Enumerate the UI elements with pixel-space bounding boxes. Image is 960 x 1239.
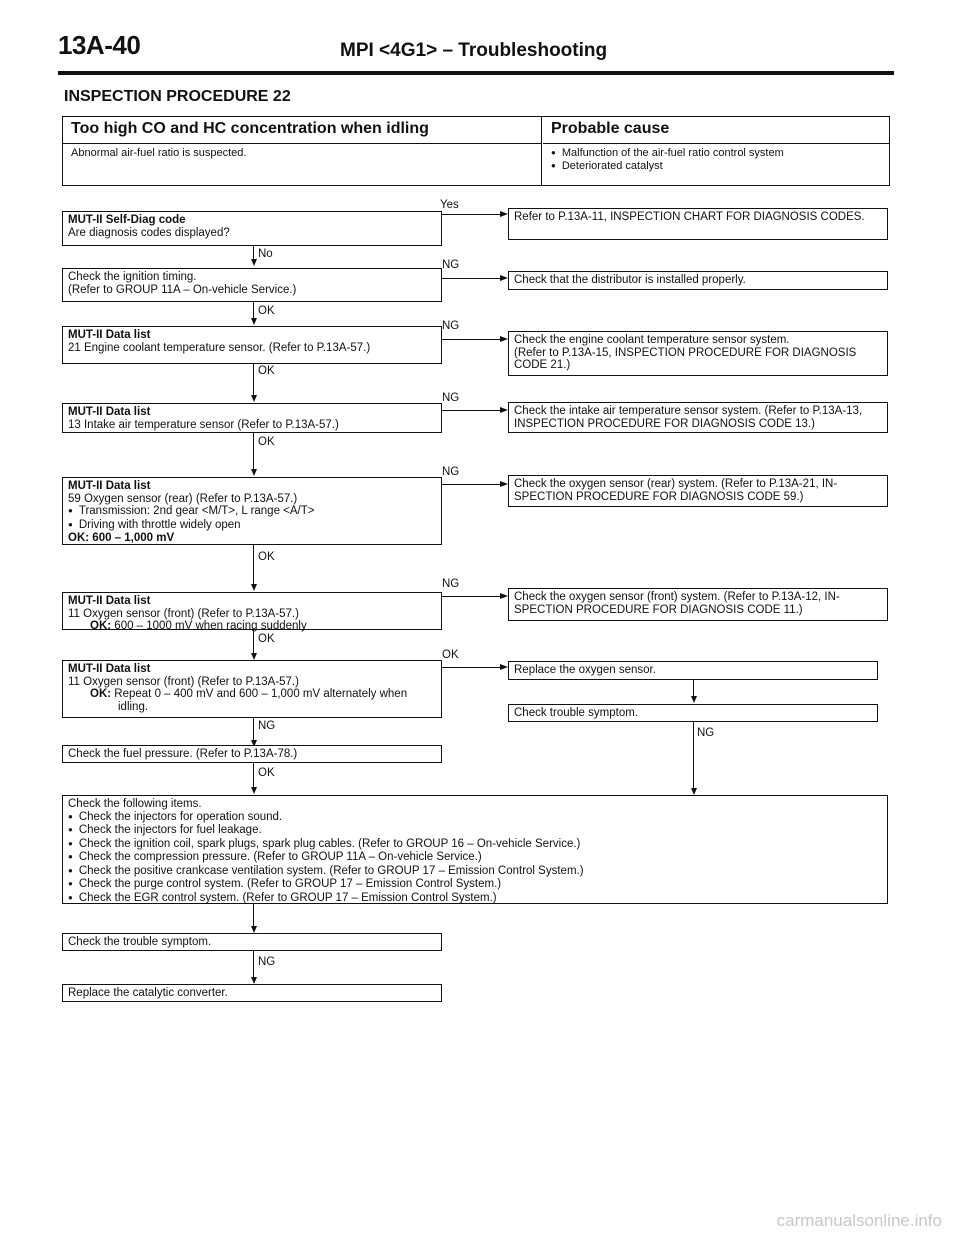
arrow-right-icon xyxy=(500,336,508,342)
next-label: OK xyxy=(258,365,275,377)
arrow-right-icon xyxy=(500,593,508,599)
symptom-heading: Too high CO and HC concentration when idling xyxy=(63,117,541,144)
step-coolant-sensor xyxy=(62,326,442,364)
condition-item: ● Driving with throttle widely open xyxy=(68,519,241,531)
ok-label: OK: xyxy=(90,688,112,700)
check-item: ● Check the ignition coil, spark plugs, spark plug cables. (Refer to GROUP 16 – On-vehicle Service.) xyxy=(68,838,882,852)
step-oxygen-sensor-front xyxy=(62,592,442,630)
page-title: MPI <4G1> – Troubleshooting xyxy=(340,40,608,61)
arrow-right-icon xyxy=(500,407,508,413)
cause-item: ● Malfunction of the air-fuel ratio control system xyxy=(551,147,881,160)
connector xyxy=(253,433,254,473)
procedure-title: INSPECTION PROCEDURE 22 xyxy=(64,88,291,105)
result-text: Check the oxygen sensor (rear) system. (Refer to P.13A-21, IN- xyxy=(514,478,838,490)
arrow-right-icon xyxy=(500,275,508,281)
result-distributor: Check that the distributor is installed properly. xyxy=(508,271,888,290)
condition-item: ● Transmission: 2nd gear <M/T>, L range <A/T> xyxy=(68,505,315,517)
next-label: OK xyxy=(258,767,275,779)
step-oxygen-sensor-idle xyxy=(62,660,442,718)
branch-line xyxy=(442,214,502,215)
step-text: 13 Intake air temperature sensor (Refer to P.13A-57.) xyxy=(68,418,339,431)
result-text: SPECTION PROCEDURE FOR DIAGNOSIS CODE 59.) xyxy=(514,490,804,503)
arrow-down-icon xyxy=(251,787,257,794)
connector xyxy=(253,545,254,588)
arrow-down-icon xyxy=(251,653,257,660)
step-text: 11 Oxygen sensor (front) (Refer to P.13A-57.) xyxy=(68,675,299,688)
result-text: Check the engine coolant temperature sensor system. xyxy=(514,334,790,346)
arrow-down-icon xyxy=(251,469,257,476)
result-oxygen-rear-system xyxy=(508,475,888,507)
step-title: MUT-II Data list xyxy=(68,663,151,675)
ok-value: Repeat 0 – 400 mV and 600 – 1,000 mV alternately when xyxy=(114,688,408,700)
arrow-down-icon xyxy=(251,977,257,984)
ok-label: OK: xyxy=(90,620,112,632)
result-intake-air-system xyxy=(508,402,888,433)
result-coolant-system xyxy=(508,331,888,376)
arrow-right-icon xyxy=(500,211,508,217)
arrow-down-icon xyxy=(251,259,257,266)
cause-heading: Probable cause xyxy=(543,117,889,144)
step-replace-catalytic-converter: Replace the catalytic converter. xyxy=(62,984,442,1002)
arrow-down-icon xyxy=(251,926,257,933)
next-label: NG xyxy=(258,956,276,968)
step-title: MUT-II Data list xyxy=(68,480,151,492)
ok-label: OK: xyxy=(68,532,90,544)
check-item: ● Check the positive crankcase ventilation system. (Refer to GROUP 17 – Emission Control System.) xyxy=(68,865,882,879)
branch-label-ng: NG xyxy=(442,466,460,478)
next-label: OK xyxy=(258,436,275,448)
connector xyxy=(693,722,694,792)
symptom-text: Abnormal air-fuel ratio is suspected. xyxy=(71,147,247,159)
check-item: ● Check the EGR control system. (Refer to GROUP 17 – Emission Control System.) xyxy=(68,892,882,906)
branch-label-ng: NG xyxy=(442,259,460,271)
arrow-right-icon xyxy=(500,481,508,487)
cause-item: ● Deteriorated catalyst xyxy=(551,160,881,173)
result-text: Check the intake air temperature sensor system. (Refer to P.13A-13, xyxy=(514,405,863,417)
step-title: MUT-II Data list xyxy=(68,406,151,418)
step-text: Check the ignition timing. xyxy=(68,271,197,283)
next-label: OK xyxy=(258,305,275,317)
header-rule xyxy=(58,71,894,75)
arrow-down-icon xyxy=(691,788,697,795)
branch-line xyxy=(442,596,502,597)
branch-label-ok: OK xyxy=(442,649,459,661)
arrow-down-icon xyxy=(251,584,257,591)
branch-label-ng: NG xyxy=(442,578,460,590)
cause-list xyxy=(543,144,889,176)
branch-line xyxy=(442,278,502,279)
step-text: 21 Engine coolant temperature sensor. (Refer to P.13A-57.) xyxy=(68,341,371,354)
arrow-down-icon xyxy=(251,395,257,402)
step-intake-air-sensor xyxy=(62,403,442,433)
result-check-trouble-symptom: Check trouble symptom. xyxy=(508,704,878,722)
branch-line xyxy=(442,667,502,668)
page-number: 13A-40 xyxy=(58,30,141,60)
check-item: ● Check the compression pressure. (Refer to GROUP 11A – On-vehicle Service.) xyxy=(68,851,882,865)
branch-line xyxy=(442,484,502,485)
branch-line xyxy=(442,339,502,340)
result-text: SPECTION PROCEDURE FOR DIAGNOSIS CODE 11.) xyxy=(514,603,803,616)
next-label: NG xyxy=(258,720,276,732)
watermark: carmanualsonline.info xyxy=(776,1211,942,1230)
check-item: ● Check the injectors for fuel leakage. xyxy=(68,824,882,838)
step-text: 11 Oxygen sensor (front) (Refer to P.13A-57.) xyxy=(68,607,299,620)
result-text: CODE 21.) xyxy=(514,359,571,371)
arrow-right-icon xyxy=(500,664,508,670)
step-fuel-pressure: Check the fuel pressure. (Refer to P.13A-78.) xyxy=(62,745,442,763)
step-check-items xyxy=(62,795,888,904)
symptom-column xyxy=(63,117,542,185)
branch-label-ng: NG xyxy=(697,727,715,739)
result-text: Check the oxygen sensor (front) system. (Refer to P.13A-12, IN- xyxy=(514,591,840,603)
step-title: MUT-II Data list xyxy=(68,595,151,607)
branch-label-yes: Yes xyxy=(440,199,459,211)
next-label: OK xyxy=(258,551,275,563)
step-text: (Refer to GROUP 11A – On-vehicle Service.) xyxy=(68,283,297,296)
step-title: MUT-II Self-Diag code xyxy=(68,214,186,226)
step-text: Are diagnosis codes displayed? xyxy=(68,226,230,239)
symptom-table xyxy=(62,116,890,186)
arrow-down-icon xyxy=(251,318,257,325)
result-text: (Refer to P.13A-15, INSPECTION PROCEDURE FOR DIAGNOSIS xyxy=(514,346,857,359)
branch-label-ng: NG xyxy=(442,320,460,332)
result-replace-oxygen-sensor: Replace the oxygen sensor. xyxy=(508,661,878,680)
check-item: ● Check the purge control system. (Refer to GROUP 17 – Emission Control System.) xyxy=(68,878,882,892)
ok-value: 600 – 1,000 mV xyxy=(92,532,175,544)
check-heading: Check the following items. xyxy=(68,798,202,810)
check-item: ● Check the injectors for operation sound. xyxy=(68,811,882,825)
result-text: INSPECTION PROCEDURE FOR DIAGNOSIS CODE 13.) xyxy=(514,417,815,430)
arrow-down-icon xyxy=(691,696,697,703)
result-diag-chart: Refer to P.13A-11, INSPECTION CHART FOR DIAGNOSIS CODES. xyxy=(508,208,888,240)
connector xyxy=(253,364,254,399)
step-self-diag xyxy=(62,211,442,246)
branch-label-ng: NG xyxy=(442,392,460,404)
branch-line xyxy=(442,410,502,411)
step-title: MUT-II Data list xyxy=(68,329,151,341)
step-text: 59 Oxygen sensor (rear) (Refer to P.13A-57.) xyxy=(68,492,298,505)
step-check-trouble-symptom: Check the trouble symptom. xyxy=(62,933,442,951)
step-ignition-timing xyxy=(62,268,442,302)
cause-column xyxy=(543,117,889,185)
ok-value: 600 – 1000 mV when racing suddenly xyxy=(114,620,307,632)
result-oxygen-front-system xyxy=(508,588,888,621)
next-label: OK xyxy=(258,633,275,645)
ok-value: idling. xyxy=(118,700,149,713)
step-oxygen-sensor-rear xyxy=(62,477,442,545)
next-label: No xyxy=(258,248,273,260)
